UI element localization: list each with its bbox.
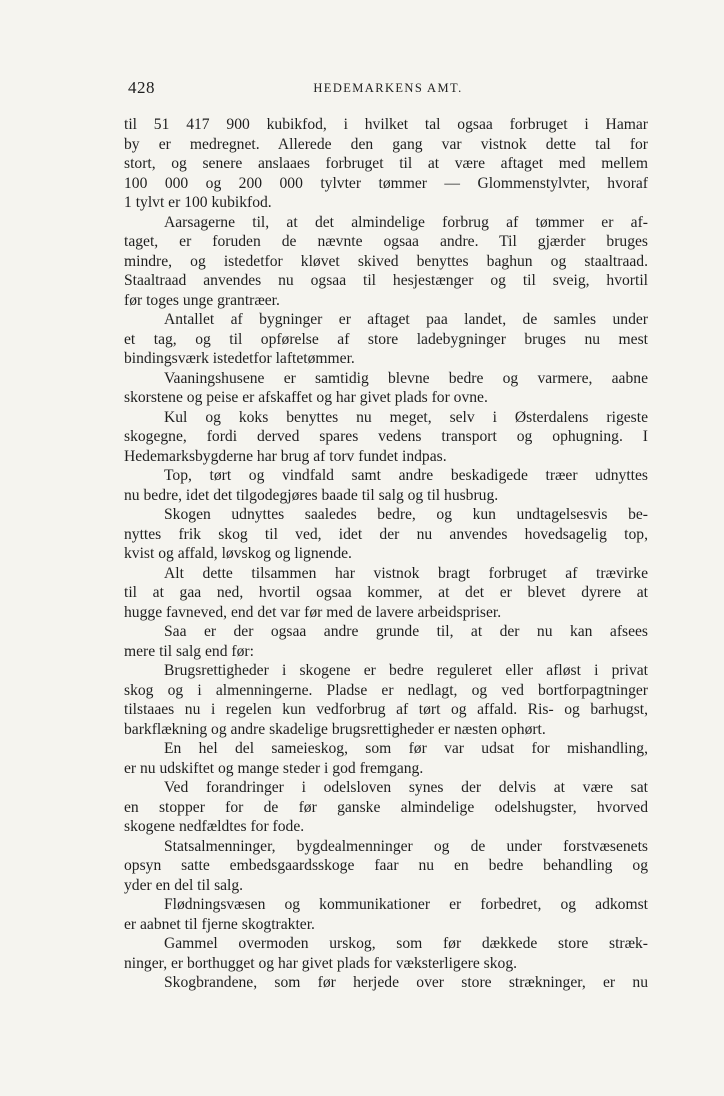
text-line: Top, tørt og vindfald samt andre beskadigede træer udnyttes <box>164 467 648 484</box>
text-line: kvist og affald, løvskog og lignende. <box>124 545 352 562</box>
text-line: hugge favneved, end det var før med de lavere arbeidspriser. <box>124 603 502 621</box>
text-line: skog og i almenningerne. Pladse er nedlagt, og ved bortforpagtninger <box>124 681 648 699</box>
text-line: Staaltraad anvendes nu ogsaa til hesjestænger og til sveig, hvortil <box>124 272 648 289</box>
text-line: Kul og koks benyttes nu meget, selv i Østerdalens rigeste <box>164 408 648 426</box>
text-line: Saa er der ogsaa andre grunde til, at der nu kan afsees <box>164 623 648 640</box>
text-line: Antallet af bygninger er aftaget paa landet, de samles under <box>164 311 648 328</box>
text-line: taget, er foruden de nævnte ogsaa andre. Til gjærder bruges <box>124 233 648 250</box>
text-line: skogene nedfældtes for fode. <box>124 818 305 835</box>
text-line: Aarsagerne til, at det almindelige forbrug af tømmer er af- <box>164 213 648 231</box>
page-header <box>124 78 648 102</box>
text-line: opsyn satte embedsgaardsskoge faar nu en bedre behandling og <box>124 857 648 874</box>
text-line: Brugsrettigheder i skogene er bedre reguleret eller afløst i privat <box>164 662 648 679</box>
text-line: by er medregnet. Allerede den gang var vistnok dette tal for <box>124 135 648 153</box>
text-line: til at gaa ned, hvortil ogsaa kommer, at det er blevet dyrere at <box>124 584 648 601</box>
text-line: barkflækning og andre skadelige brugsrettigheder er næsten ophørt. <box>124 720 546 738</box>
text-line: mindre, og istedetfor kløvet skived benyttes baghun og staaltraad. <box>124 252 648 270</box>
text-line: 100 000 og 200 000 tylvter tømmer — Glommenstylvter, hvoraf <box>124 174 648 192</box>
page-number: 428 <box>128 78 155 97</box>
text-line: før toges unge grantræer. <box>124 291 280 309</box>
text-line: En hel del sameieskog, som før var udsat for mishandling, <box>164 740 648 757</box>
text-line: yder en del til salg. <box>124 876 244 894</box>
text-line: til 51 417 900 kubikfod, i hvilket tal ogsaa forbruget i Hamar <box>124 116 648 133</box>
text-line: ninger, er borthugget og har givet plads for væksterligere skog. <box>124 954 518 972</box>
text-line: skogegne, fordi derved spares vedens transport og ophugning. I <box>124 428 648 445</box>
text-line: en stopper for de før ganske almindelige odelshugster, hvorved <box>124 798 648 816</box>
text-line: Flødningsvæsen og kommunikationer er forbedret, og adkomst <box>164 896 648 913</box>
text-line: nu bedre, idet det tilgodegjøres baade til salg og til husbrug. <box>124 486 499 504</box>
text-line: Skogen udnyttes saaledes bedre, og kun undtagelsesvis be- <box>164 506 648 523</box>
text-line: stort, og senere anslaaes forbruget til at være aftaget med mellem <box>124 155 648 172</box>
text-line: Hedemarksbygderne har brug af torv fundet indpas. <box>124 447 447 465</box>
text-line: Gammel overmoden urskog, som før dækkede store stræk- <box>164 935 648 952</box>
text-line: er nu udskiftet og mange steder i god fremgang. <box>124 759 424 777</box>
text-line: er aabnet til fjerne skogtrakter. <box>124 915 315 933</box>
text-line: 1 tylvt er 100 kubikfod. <box>124 194 272 211</box>
text-line: Skogbrandene, som før herjede over store strækninger, er nu <box>164 974 648 991</box>
text-line: skorstene og peise er afskaffet og har givet plads for ovne. <box>124 389 488 406</box>
text-line: Vaaningshusene er samtidig blevne bedre og varmere, aabne <box>164 369 648 387</box>
text-line: tilstaaes nu i regelen kun vedforbrug af tørt og affald. Ris- og barhugst, <box>124 701 648 718</box>
text-line: Ved forandringer i odelsloven synes der delvis at være sat <box>164 779 648 796</box>
running-head: HEDEMARKENS AMT. <box>313 81 463 95</box>
text-line: et tag, og til opførelse af store ladebygninger bruges nu mest <box>124 330 648 348</box>
text-line: mere til salg end før: <box>124 642 254 660</box>
body-text <box>124 115 648 993</box>
text-line: bindingsværk istedetfor laftetømmer. <box>124 350 355 367</box>
text-line: Statsalmenninger, bygdealmenninger og de under forstvæsenets <box>164 837 648 855</box>
text-line: nyttes frik skog til ved, idet der nu anvendes hovedsagelig top, <box>124 525 648 543</box>
text-line: Alt dette tilsammen har vistnok bragt forbruget af trævirke <box>164 564 648 582</box>
